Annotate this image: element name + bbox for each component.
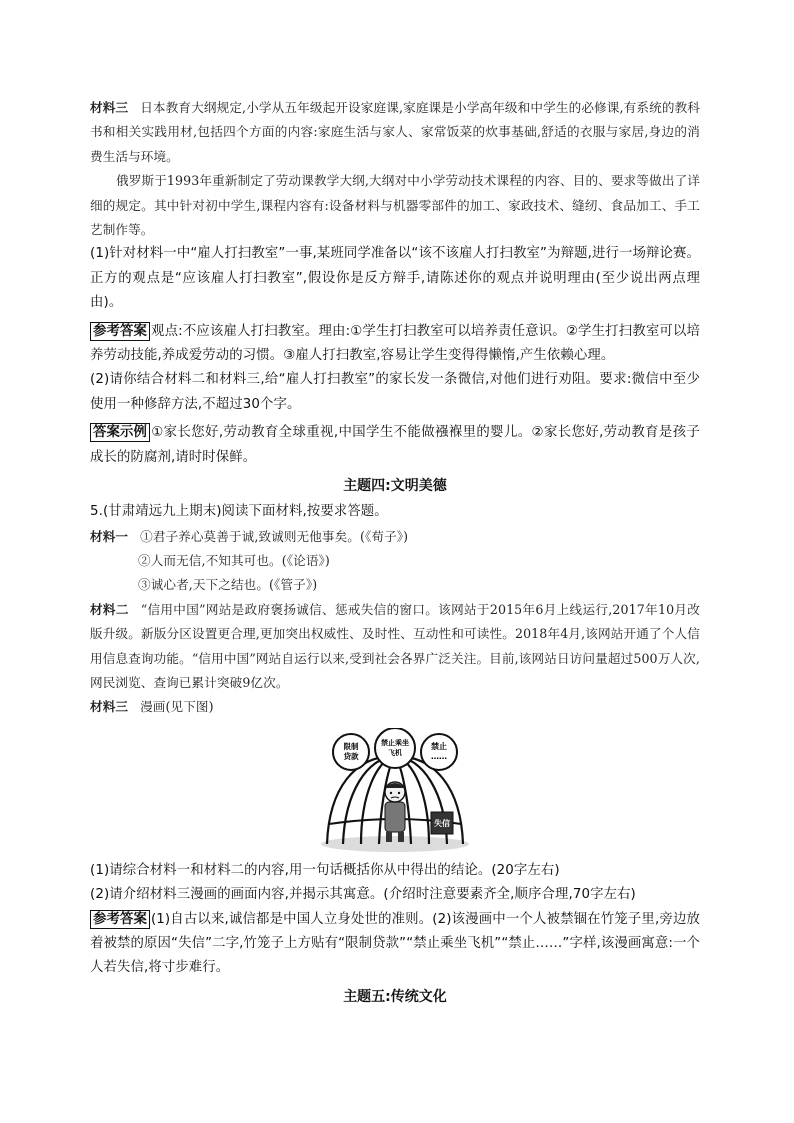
theme-five-heading: 主题五:传统文化 [343, 988, 447, 1005]
material-three-label: 材料三 [90, 100, 129, 115]
material-two-label: 材料二 [90, 601, 129, 617]
question-5-2: (2)请介绍材料三漫画的画面内容,并揭示其寓意。(介绍时注意要素齐全,顺序合理,70字左右) [90, 887, 636, 903]
material-one-line-3: ③诚心者,天下之结也。(《管子》) [138, 577, 318, 593]
question-2: (2)请你结合材料二和材料三,给“雇人打扫教室”的家长发一条微信,对他们进行劝阻。要求:微信中至少使用一种修辞方法,不超过30个字。 [90, 372, 700, 412]
side-sign-group [431, 812, 453, 834]
material-three-cartoon-caption [90, 695, 700, 719]
theme-four-heading: 主题四:文明美德 [343, 478, 447, 495]
material-two-text: “信用中国”网站是政府褒扬诚信、惩戒失信的窗口。该网站于2015年6月上线运行,2017年10月改版升级。新版分区设置更合理,更加突出权威性、及时性、互动性和可读性。2018年4月,该网站开通了个人信用信息查询功能。“信用中国”网站自运行以来,受到社会各界广泛关注。目前,该网站日访问量超过500万人次,网民浏览、查询已累计突破9亿次。 [90, 601, 700, 690]
answer-5 [90, 908, 700, 981]
answer-1 [90, 320, 700, 369]
material-three-b-text: 漫画(见下图) [140, 699, 214, 715]
material-three-b-label: 材料三 [90, 699, 129, 715]
reference-answer-badge: 参考答案 [90, 322, 150, 341]
page-content [90, 96, 700, 1011]
sign-mid-group [375, 728, 415, 768]
question-1: (1)针对材料一中“雇人打扫教室”一事,某班同学准备以“该不该雇人打扫教室”为辩题,进行一场辩论赛。正方的观点是“应该雇人打扫教室”,假设你是反方辩手,请陈述你的观点并说明理由(至少说出两点理由)。 [90, 246, 700, 311]
cartoon-figure [90, 728, 700, 853]
caged-person [385, 782, 405, 842]
side-sign-text: 失信 [434, 818, 450, 828]
answer-5-text: (1)自古以来,诚信都是中国人立身处世的准则。(2)该漫画中一个人被禁锢在竹笼子里,旁边放着被禁的原因“失信”二字,竹笼子上方贴有“限制贷款”“禁止乘坐飞机”“禁止……”字样,该漫画寓意:一个人若失信,将寸步难行。 [90, 911, 700, 976]
question-5-1: (1)请综合材料一和材料二的内容,用一句话概括你从中得出的结论。(20字左右) [90, 862, 560, 878]
material-one-label: 材料一 [90, 528, 129, 544]
sign-left-text: 限制贷款 [343, 741, 359, 761]
sign-right-text: 禁止…… [431, 741, 447, 761]
sign-left-group [333, 734, 369, 770]
answer-1-text: 观点:不应该雇人打扫教室。理由:①学生打扫教室可以培养责任意识。②学生打扫教室可以培养劳动技能,养成爱劳动的习惯。③雇人打扫教室,容易让学生变得得懒惰,产生依赖心理。 [90, 323, 700, 364]
material-one [90, 525, 700, 549]
russia-paragraph: 俄罗斯于1993年重新制定了劳动课教学大纲,大纲对中小学劳动技术课程的内容、目的、要求等做出了详细的规定。其中针对初中学生,课程内容有:设备材料与机器零部件的加工、家政技术、缝纫、食品加工、手工艺制作等。 [90, 173, 700, 238]
material-one-line-1: ①君子养心莫善于诚,致诚则无他事矣。(《荀子》) [140, 528, 409, 544]
reference-answer-badge-2: 参考答案 [90, 910, 150, 929]
material-two [90, 598, 700, 696]
material-one-line-2: ②人而无信,不知其可也。(《论语》) [138, 552, 330, 568]
answer-2 [90, 421, 700, 470]
cartoon-illustration [315, 728, 475, 853]
answer-example-badge: 答案示例 [90, 423, 150, 442]
material-three-text: 日本教育大纲规定,小学从五年级起开设家庭课,家庭课是小学高年级和中学生的必修课,有系统的教科书和相关实践用材,包括四个方面的内容:家庭生活与家人、家常饭菜的炊事基础,舒适的衣服与家居,身边的消费生活与环境。 [90, 100, 700, 164]
material-three-paragraph [90, 96, 700, 169]
question-5-intro: 5.(甘肃靖远九上期末)阅读下面材料,按要求答题。 [90, 504, 388, 520]
answer-2-text: ①家长您好,劳动教育全球重视,中国学生不能做襁褓里的婴儿。②家长您好,劳动教育是孩子成长的防腐剂,请时时保鲜。 [90, 425, 700, 465]
sign-right-group [421, 734, 457, 770]
sign-mid-text: 禁止乘坐飞机 [381, 738, 409, 757]
